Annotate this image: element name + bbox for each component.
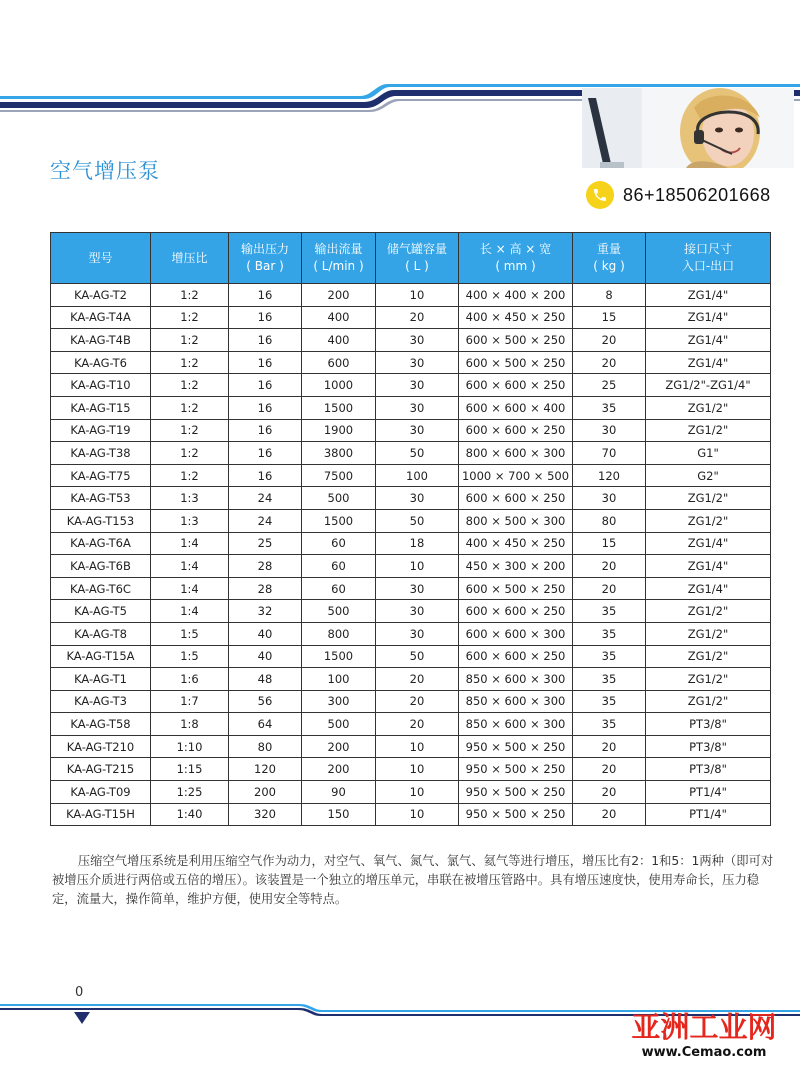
table-cell: KA-AG-T8 — [51, 622, 151, 645]
table-cell: ZG1/4" — [646, 532, 771, 555]
table-cell: KA-AG-T15H — [51, 803, 151, 826]
table-row — [51, 351, 771, 374]
page-number: 0 — [75, 985, 84, 1000]
table-cell: 20 — [376, 713, 459, 736]
column-header — [51, 233, 151, 284]
table-cell: 24 — [229, 509, 302, 532]
column-header — [302, 233, 376, 284]
table-cell: KA-AG-T5 — [51, 600, 151, 623]
table-cell: KA-AG-T53 — [51, 487, 151, 510]
table-cell: 30 — [573, 487, 646, 510]
table-cell: 1000 — [302, 374, 376, 397]
table-cell: 1:2 — [151, 442, 229, 465]
table-cell: 600 × 600 × 250 — [459, 374, 573, 397]
table-cell: 10 — [376, 781, 459, 804]
table-cell: 16 — [229, 374, 302, 397]
table-cell: 30 — [573, 419, 646, 442]
table-cell: 600 × 600 × 250 — [459, 645, 573, 668]
table-cell: 150 — [302, 803, 376, 826]
table-cell: 1500 — [302, 645, 376, 668]
table-row — [51, 803, 771, 826]
table-cell: ZG1/2" — [646, 622, 771, 645]
table-cell: 50 — [376, 442, 459, 465]
column-header — [459, 233, 573, 284]
watermark-url: www.Cemao.com — [641, 1045, 767, 1060]
table-cell: ZG1/4" — [646, 329, 771, 352]
table-cell: 950 × 500 × 250 — [459, 758, 573, 781]
table-cell: 10 — [376, 735, 459, 758]
table-cell: 30 — [376, 577, 459, 600]
table-cell: 35 — [573, 690, 646, 713]
table-cell: KA-AG-T3 — [51, 690, 151, 713]
table-cell: 60 — [302, 555, 376, 578]
table-row — [51, 329, 771, 352]
column-header-unit: ( mm ) — [495, 259, 536, 273]
table-cell: ZG1/4" — [646, 284, 771, 307]
table-cell: 1:4 — [151, 577, 229, 600]
table-cell: 1:15 — [151, 758, 229, 781]
table-cell: 1:25 — [151, 781, 229, 804]
table-cell: KA-AG-T210 — [51, 735, 151, 758]
table-row — [51, 509, 771, 532]
table-cell: KA-AG-T75 — [51, 464, 151, 487]
watermark — [614, 1010, 794, 1062]
table-cell: 600 × 600 × 250 — [459, 419, 573, 442]
table-cell: 35 — [573, 622, 646, 645]
table-body — [51, 284, 771, 826]
table-cell: 20 — [376, 306, 459, 329]
table-cell: 32 — [229, 600, 302, 623]
column-header-unit: 入口-出口 — [681, 259, 735, 273]
column-header-label: 接口尺寸 — [683, 242, 732, 256]
table-cell: 1:7 — [151, 690, 229, 713]
table-cell: 16 — [229, 306, 302, 329]
table-cell: 80 — [573, 509, 646, 532]
table-cell: 500 — [302, 713, 376, 736]
table-cell: 30 — [376, 351, 459, 374]
table-cell: 300 — [302, 690, 376, 713]
table-cell: 800 × 500 × 300 — [459, 509, 573, 532]
table-cell: 850 × 600 × 300 — [459, 668, 573, 691]
table-cell: 80 — [229, 735, 302, 758]
table-cell: 1:3 — [151, 487, 229, 510]
table-cell: 200 — [302, 284, 376, 307]
table-cell: 15 — [573, 532, 646, 555]
column-header-unit: ( Bar ) — [246, 259, 284, 273]
table-row — [51, 735, 771, 758]
table-cell: 50 — [376, 645, 459, 668]
table-cell: 24 — [229, 487, 302, 510]
table-cell: ZG1/2" — [646, 690, 771, 713]
table-cell: KA-AG-T6B — [51, 555, 151, 578]
table-cell: 600 × 500 × 250 — [459, 351, 573, 374]
table-cell: 25 — [229, 532, 302, 555]
table-cell: KA-AG-T10 — [51, 374, 151, 397]
table-cell: KA-AG-T4B — [51, 329, 151, 352]
description — [52, 852, 774, 909]
column-header-label: 重量 — [596, 242, 621, 256]
table-cell: 320 — [229, 803, 302, 826]
table-row — [51, 464, 771, 487]
table-cell: KA-AG-T215 — [51, 758, 151, 781]
table-cell: 25 — [573, 374, 646, 397]
table-row — [51, 713, 771, 736]
phone-icon — [586, 181, 614, 209]
table-cell: 30 — [376, 487, 459, 510]
table-cell: PT3/8" — [646, 735, 771, 758]
table-cell: 1:2 — [151, 351, 229, 374]
table-cell: 400 × 400 × 200 — [459, 284, 573, 307]
table-cell: 1:2 — [151, 396, 229, 419]
table-row — [51, 396, 771, 419]
table-cell: 20 — [573, 803, 646, 826]
table-cell: ZG1/2" — [646, 509, 771, 532]
description-text: 压缩空气增压系统是利用压缩空气作为动力，对空气、氧气、氮气、氯气、氦气等进行增压，增压比有2：1和5：1两种（即可对被增压介质进行两倍或五倍的增压）。该装置是一个独立的增压单元，串联在被增压管路中。具有增压速度快，使用寿命长，压力稳定，流量大，操作简单，维护方便，使用安全等特点。 — [52, 854, 774, 906]
column-header — [151, 233, 229, 284]
table-cell: 850 × 600 × 300 — [459, 690, 573, 713]
table-cell: ZG1/4" — [646, 577, 771, 600]
column-header-label: 增压比 — [171, 250, 208, 265]
table-cell: KA-AG-T2 — [51, 284, 151, 307]
table-cell: 600 × 600 × 250 — [459, 600, 573, 623]
page-title: 空气增压泵 — [50, 159, 160, 183]
table-cell: 1:2 — [151, 306, 229, 329]
table-cell: 1:4 — [151, 532, 229, 555]
table-row — [51, 622, 771, 645]
table-row — [51, 645, 771, 668]
table-cell: 20 — [573, 351, 646, 374]
table-cell: 1:8 — [151, 713, 229, 736]
table-cell: 100 — [376, 464, 459, 487]
table-cell: 10 — [376, 555, 459, 578]
table-cell: KA-AG-T19 — [51, 419, 151, 442]
table-cell: 500 — [302, 600, 376, 623]
table-cell: 120 — [573, 464, 646, 487]
table-row — [51, 600, 771, 623]
table-cell: 1:6 — [151, 668, 229, 691]
table-row — [51, 487, 771, 510]
table-cell: 35 — [573, 600, 646, 623]
table-cell: KA-AG-T15A — [51, 645, 151, 668]
table-cell: 1:2 — [151, 329, 229, 352]
table-cell: KA-AG-T4A — [51, 306, 151, 329]
table-cell: 1:40 — [151, 803, 229, 826]
table-cell: ZG1/2" — [646, 419, 771, 442]
table-cell: PT1/4" — [646, 803, 771, 826]
table-cell: KA-AG-T6C — [51, 577, 151, 600]
table-cell: 16 — [229, 442, 302, 465]
table-cell: 70 — [573, 442, 646, 465]
table-cell: KA-AG-T153 — [51, 509, 151, 532]
table-cell: 90 — [302, 781, 376, 804]
table-cell: 100 — [302, 668, 376, 691]
spec-table — [50, 232, 771, 826]
table-cell: KA-AG-T58 — [51, 713, 151, 736]
table-cell: 800 × 600 × 300 — [459, 442, 573, 465]
table-cell: 20 — [376, 668, 459, 691]
table-cell: 10 — [376, 284, 459, 307]
table-cell: 30 — [376, 374, 459, 397]
table-cell: 18 — [376, 532, 459, 555]
table-cell: PT1/4" — [646, 781, 771, 804]
table-cell: 20 — [573, 329, 646, 352]
table-row — [51, 284, 771, 307]
table-cell: 3800 — [302, 442, 376, 465]
table-row — [51, 555, 771, 578]
table-cell: KA-AG-T6A — [51, 532, 151, 555]
table-cell: 600 × 600 × 400 — [459, 396, 573, 419]
table-cell: 30 — [376, 600, 459, 623]
table-cell: 400 — [302, 329, 376, 352]
table-cell: 20 — [573, 781, 646, 804]
table-cell: 20 — [573, 758, 646, 781]
table-row — [51, 781, 771, 804]
table-cell: 28 — [229, 555, 302, 578]
table-cell: 1:5 — [151, 622, 229, 645]
table-cell: KA-AG-T6 — [51, 351, 151, 374]
table-cell: ZG1/2"-ZG1/4" — [646, 374, 771, 397]
table-cell: 600 — [302, 351, 376, 374]
table-cell: KA-AG-T15 — [51, 396, 151, 419]
table-cell: 30 — [376, 396, 459, 419]
table-cell: 1:3 — [151, 509, 229, 532]
table-cell: 60 — [302, 577, 376, 600]
table-cell: 16 — [229, 351, 302, 374]
table-row — [51, 374, 771, 397]
table-cell: 8 — [573, 284, 646, 307]
table-cell: ZG1/4" — [646, 306, 771, 329]
table-cell: 7500 — [302, 464, 376, 487]
table-cell: 16 — [229, 419, 302, 442]
table-row — [51, 419, 771, 442]
table-cell: 120 — [229, 758, 302, 781]
column-header-label: 长 × 高 × 宽 — [479, 242, 552, 256]
table-cell: ZG1/4" — [646, 555, 771, 578]
table-cell: 1:2 — [151, 464, 229, 487]
table-cell: 1:2 — [151, 419, 229, 442]
table-cell: 1:2 — [151, 284, 229, 307]
table-cell: 64 — [229, 713, 302, 736]
table-cell: ZG1/2" — [646, 396, 771, 419]
table-cell: 1:4 — [151, 555, 229, 578]
table-row — [51, 577, 771, 600]
table-row — [51, 758, 771, 781]
table-row — [51, 668, 771, 691]
table-cell: 30 — [376, 419, 459, 442]
customer-service-photo — [582, 88, 794, 168]
table-cell: 50 — [376, 509, 459, 532]
table-cell: KA-AG-T09 — [51, 781, 151, 804]
table-cell: 35 — [573, 645, 646, 668]
table-cell: 800 — [302, 622, 376, 645]
table-cell: 15 — [573, 306, 646, 329]
table-cell: 48 — [229, 668, 302, 691]
column-header — [573, 233, 646, 284]
table-cell: PT3/8" — [646, 713, 771, 736]
table-cell: 600 × 600 × 300 — [459, 622, 573, 645]
table-cell: 1900 — [302, 419, 376, 442]
table-cell: 40 — [229, 622, 302, 645]
table-row — [51, 442, 771, 465]
table-row — [51, 306, 771, 329]
table-cell: 400 × 450 × 250 — [459, 306, 573, 329]
column-header-label: 储气罐容量 — [386, 242, 447, 256]
column-header-label: 输出压力 — [240, 242, 289, 256]
column-header-unit: ( L ) — [405, 259, 429, 273]
table-cell: 35 — [573, 713, 646, 736]
table-cell: 1:5 — [151, 645, 229, 668]
column-header-label: 输出流量 — [314, 242, 363, 256]
table-cell: G1" — [646, 442, 771, 465]
table-cell: 950 × 500 × 250 — [459, 803, 573, 826]
table-cell: 56 — [229, 690, 302, 713]
table-cell: 30 — [376, 622, 459, 645]
table-cell: ZG1/2" — [646, 487, 771, 510]
table-header-row — [51, 233, 771, 284]
table-cell: ZG1/4" — [646, 351, 771, 374]
column-header — [376, 233, 459, 284]
table-cell: 1:2 — [151, 374, 229, 397]
table-cell: 35 — [573, 396, 646, 419]
table-cell: 30 — [376, 329, 459, 352]
table-cell: 1500 — [302, 509, 376, 532]
table-cell: KA-AG-T38 — [51, 442, 151, 465]
table-cell: 20 — [376, 690, 459, 713]
table-cell: 200 — [229, 781, 302, 804]
table-cell: ZG1/2" — [646, 645, 771, 668]
table-cell: ZG1/2" — [646, 668, 771, 691]
column-header-unit: ( kg ) — [593, 259, 625, 273]
table-cell: 400 — [302, 306, 376, 329]
table-cell: 200 — [302, 735, 376, 758]
table-cell: 400 × 450 × 250 — [459, 532, 573, 555]
table-cell: 1:10 — [151, 735, 229, 758]
table-cell: ZG1/2" — [646, 600, 771, 623]
table-cell: 950 × 500 × 250 — [459, 781, 573, 804]
table-row — [51, 532, 771, 555]
column-header-unit: ( L/min ) — [313, 259, 364, 273]
table-cell: 600 × 600 × 250 — [459, 487, 573, 510]
table-cell: 16 — [229, 464, 302, 487]
table-cell: 10 — [376, 803, 459, 826]
column-header — [229, 233, 302, 284]
table-cell: 20 — [573, 555, 646, 578]
column-header — [646, 233, 771, 284]
table-cell: G2" — [646, 464, 771, 487]
table-cell: PT3/8" — [646, 758, 771, 781]
phone-number: 86+18506201668 — [623, 184, 771, 205]
table-cell: 20 — [573, 577, 646, 600]
table-cell: 10 — [376, 758, 459, 781]
table-cell: 950 × 500 × 250 — [459, 735, 573, 758]
table-cell: 600 × 500 × 250 — [459, 577, 573, 600]
table-cell: 16 — [229, 396, 302, 419]
table-cell: 1:4 — [151, 600, 229, 623]
table-cell: 35 — [573, 668, 646, 691]
table-cell: 28 — [229, 577, 302, 600]
table-cell: 40 — [229, 645, 302, 668]
table-cell: KA-AG-T1 — [51, 668, 151, 691]
table-cell: 1000 × 700 × 500 — [459, 464, 573, 487]
table-cell: 200 — [302, 758, 376, 781]
column-header-label: 型号 — [88, 250, 113, 265]
table-cell: 850 × 600 × 300 — [459, 713, 573, 736]
watermark-name: 亚洲工业网 — [631, 1010, 777, 1044]
table-cell: 1500 — [302, 396, 376, 419]
table-cell: 450 × 300 × 200 — [459, 555, 573, 578]
table-cell: 16 — [229, 329, 302, 352]
contact-phone — [586, 180, 771, 210]
table-row — [51, 690, 771, 713]
table-cell: 60 — [302, 532, 376, 555]
table-cell: 16 — [229, 284, 302, 307]
table-cell: 500 — [302, 487, 376, 510]
table-cell: 20 — [573, 735, 646, 758]
table-cell: 600 × 500 × 250 — [459, 329, 573, 352]
